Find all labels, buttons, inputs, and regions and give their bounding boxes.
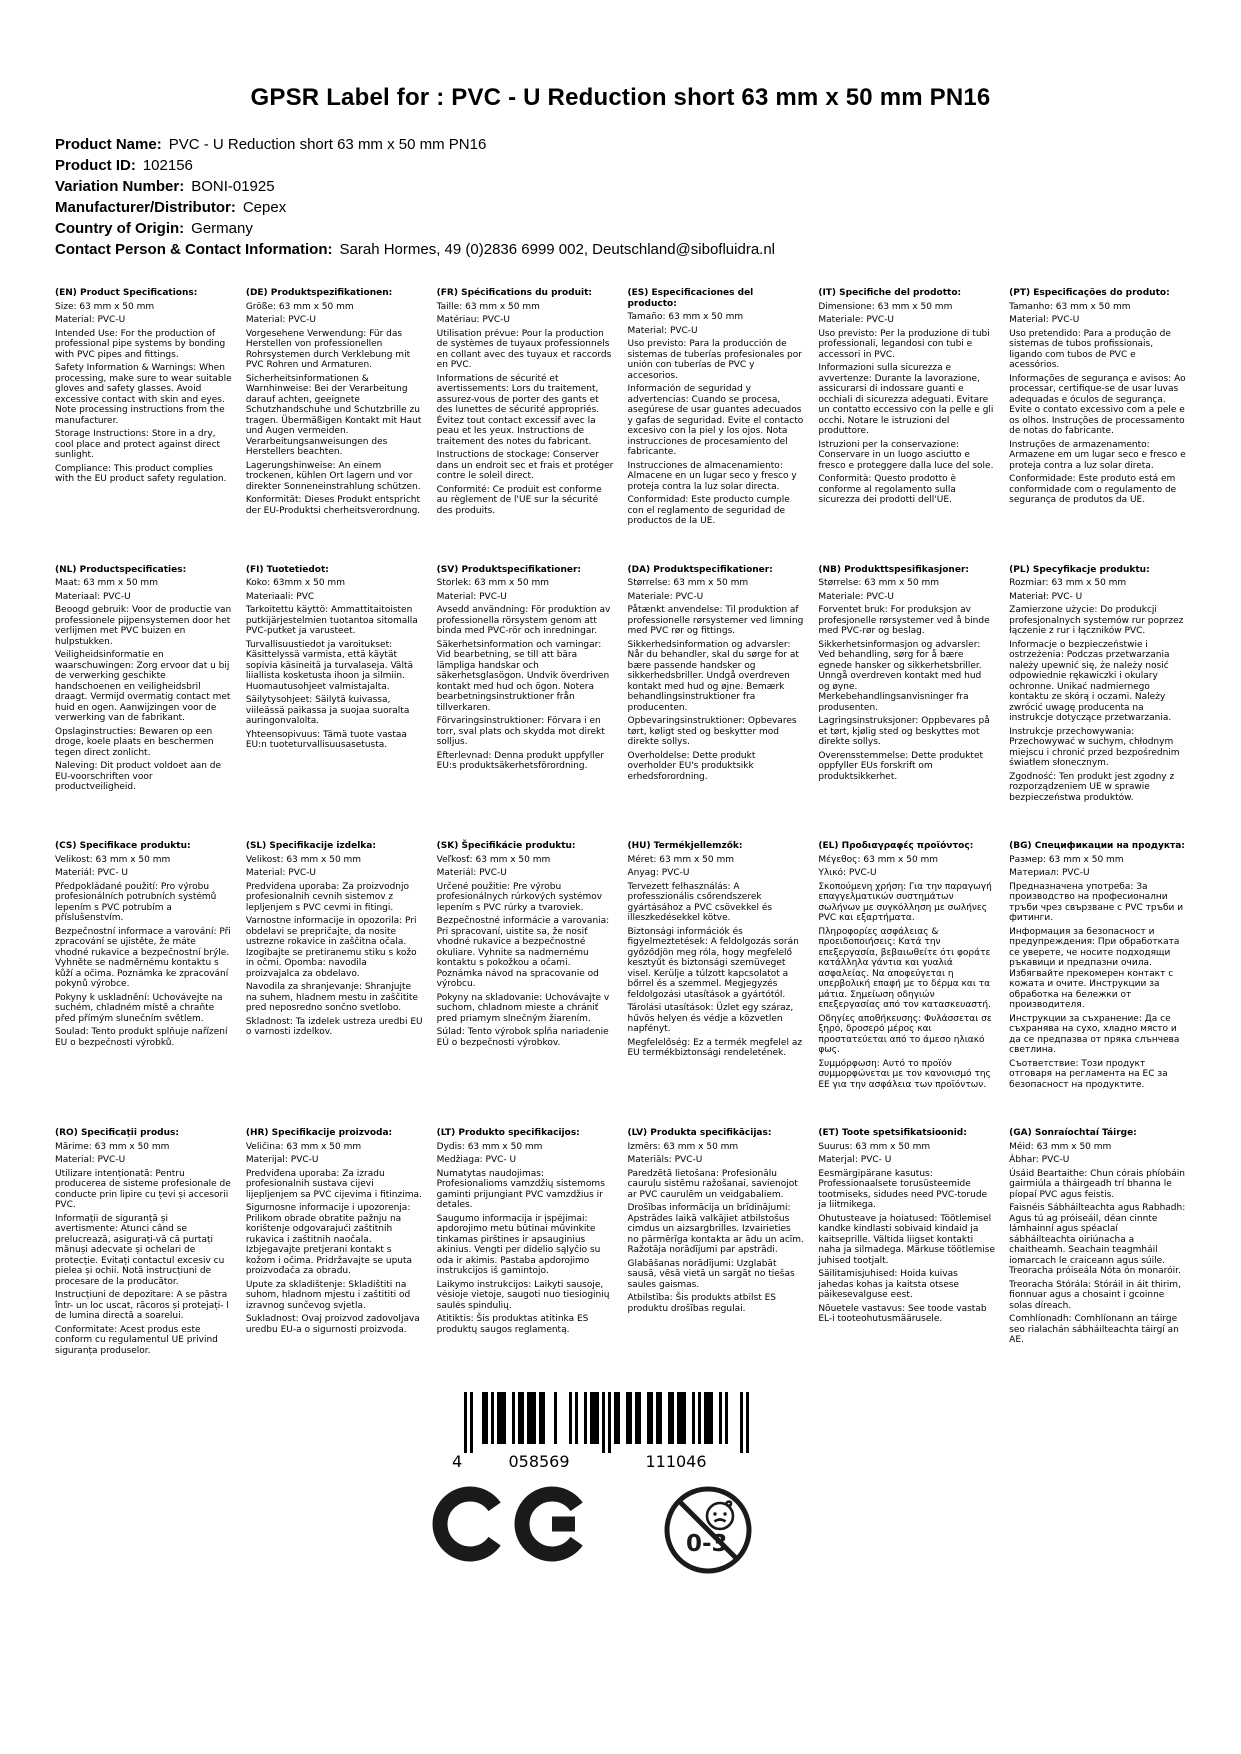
spec-block-title: (DA) Produktspecifikationer: [627, 564, 773, 575]
spec-paragraph: Skladnost: Ta izdelek ustreza uredbi EU o varnosti izdelkov. [245, 1016, 423, 1037]
spec-block-et [818, 1128, 995, 1325]
spec-paragraph: Uso previsto: Per la produzione di tubi professionali, legandosi con tubi e accessori in PVC. [818, 328, 990, 360]
spec-paragraph: Tamaño: 63 mm x 50 mm [627, 312, 744, 322]
spec-block-title: (FI) Tuotetiedot: [245, 564, 329, 575]
spec-paragraph: Biztonsági információk és figyelmeztetések: A feldolgozás során győződjön meg róla, hogy megfelelő kesztyűt és biztonsági szemüveget visel. Kerülje a túlzott kapcsolatot a bőrrel és a szemmel. Megjegyzés feldolgozási utasítások a gyártótól. [627, 926, 799, 1000]
spec-paragraph: Dydis: 63 mm x 50 mm [436, 1141, 543, 1152]
barcode-bar [521, 1392, 524, 1444]
spec-paragraph: Konformität: Dieses Produkt entspricht der EU-Produktsi cherheitsverordnung. [245, 495, 421, 516]
product-field-value: BONI-01925 [191, 178, 275, 195]
spec-block-title: (SK) Špecifikácie produktu: [436, 841, 576, 851]
spec-paragraph: Conformitate: Acest produs este conform cu regulamentul UE privind siguranța produselor. [55, 1324, 218, 1356]
barcode-bar [533, 1392, 536, 1444]
spec-paragraph: Předpokládané použití: Pro výrobu profesionálních potrubních systémů lepením s PVC potrubím a příslušenstvím. [55, 881, 217, 923]
spec-paragraph: Bezpečnostné informácie a varovania: Pri spracovaní, uistite sa, že nosiť vhodné rukavice a bezpečnostné okuliare. Vyhnite sa nadmernému kontaktu s pokožkou a očami. Poznámka návod na spracovanie od výrobcu. [436, 916, 610, 989]
spec-paragraph: Størrelse: 63 mm x 50 mm [818, 578, 940, 588]
spec-paragraph: Instrucțiuni de depozitare: A se păstra într- un loc uscat, răcoros și protejați- l de lumina directă a soarelui. [55, 1290, 229, 1321]
spec-block-el [818, 841, 995, 1090]
spec-paragraph: Tervezett felhasználás: A professzionális csőrendszerek gyártásához a PVC csövekkel és illeszkedésekkel kötve. [627, 881, 773, 923]
spec-paragraph: Tamanho: 63 mm x 50 mm [1009, 301, 1131, 312]
barcode-bar [497, 1392, 500, 1444]
spec-paragraph: Drošības informācija un brīdinājumi: Apstrādes laikā valkājiet atbilstošus cimdus un aizsargbrilles. Izvairieties no pārmērīga kontakta ar ādu un acīm. Ražotāja norādījumi par apstrādi. [627, 1203, 804, 1255]
spec-paragraph: Taille: 63 mm x 50 mm [436, 301, 540, 312]
spec-paragraph: Opslaginstructies: Bewaren op een droge, koele plaats en beschermen tegen direct zonlicht. [55, 726, 214, 758]
spec-paragraph: Materiale: PVC-U [627, 591, 704, 602]
spec-paragraph: Numatytas naudojimas: Profesionalioms vamzdžių sistemoms gaminti prijungiant PVC vamzdžius ir detales. [436, 1168, 605, 1210]
spec-paragraph: Atbilstība: Šis produkts atbilst ES produktu drošības regulai. [627, 1293, 776, 1314]
baby-eye-left [713, 1512, 716, 1515]
spec-paragraph: Yhteensopivuus: Tämä tuote vastaa EU:n tuoteturvallisuusasetusta. [245, 729, 407, 750]
barcode-bar [518, 1392, 521, 1444]
spec-paragraph: Størrelse: 63 mm x 50 mm [627, 578, 749, 588]
spec-paragraph: Megfelelőség: Ez a termék megfelel az EU termékbiztonsági rendeletének. [627, 1037, 803, 1058]
barcode-bar [671, 1392, 674, 1444]
spec-block-title: (ET) Toote spetsifikatsioonid: [818, 1128, 967, 1138]
spec-paragraph: Informações de segurança e avisos: Ao processar, certifique-se de usar luvas adequadas e óculos de segurança. Evite o contato excessivo com a pele e os olhos. Instruções de processamento de notas do fabricante. [1009, 373, 1186, 436]
spec-paragraph: Material: PVC-U [245, 315, 316, 325]
spec-paragraph: Úsáid Beartaithe: Chun córais phíobáin gairmiúla a tháirgeadh trí bhanna le píopaí PVC agus feistis. [1009, 1168, 1185, 1200]
barcode-bar [485, 1392, 488, 1444]
barcode-bar [629, 1392, 632, 1444]
spec-paragraph: Eesmärgipärane kasutus: Professionaalsete torusüsteemide tootmiseks, sidudes need PVC-torude ja liitmikega. [818, 1168, 988, 1210]
spec-paragraph: Säkerhetsinformation och varningar: Vid bearbetning, se till att bära lämpliga handskar och säkerhetsglasögon. Undvik överdriven kontakt med hud och ögon. Notera bearbetningsinstruktioner från tillverkaren. [436, 639, 610, 713]
spec-paragraph: Materiał: PVC- U [1009, 591, 1083, 602]
spec-grid [55, 288, 1186, 1356]
product-field-label: Contact Person & Contact Information: [55, 241, 333, 258]
spec-paragraph: Predvidena uporaba: Za proizvodnjo profesionalnih cevnih sistemov z lepljenjem s PVC cevmi in fitingi. [245, 881, 410, 913]
spec-paragraph: Informations de sécurité et avertissements: Lors du traitement, assurez-vous de porter des gants et des lunettes de sécurité appropriés. Évitez tout contact excessif avec la peau et les yeux. Instructions de traitement des notes du fabricant. [436, 373, 600, 447]
spec-block-sv [437, 565, 614, 772]
spec-paragraph: Instrucciones de almacenamiento: Almacene en un lugar seco y fresco y proteja contra la luz solar directa. [627, 460, 797, 492]
spec-paragraph: Material: PVC-U [55, 315, 126, 325]
spec-block-title: (LT) Produkto specifikacijos: [436, 1128, 580, 1138]
barcode-bar [707, 1392, 710, 1444]
product-field-value: Cepex [242, 199, 287, 216]
spec-block-title: (EN) Product Specifications: [55, 288, 198, 298]
spec-paragraph: Méret: 63 mm x 50 mm [627, 854, 734, 865]
spec-paragraph: Paredzētā lietošana: Profesionālu cauruļu sistēmu ražošanai, savienojot ar PVC caurulēm un veidgabaliem. [627, 1168, 798, 1200]
spec-paragraph: Velikost: 63 mm x 50 mm [245, 854, 362, 865]
spec-block-title: (SL) Specifikacije izdelka: [245, 841, 376, 851]
spec-block-nl [55, 565, 232, 793]
spec-block-sk [437, 841, 614, 1048]
barcode-bar [650, 1392, 653, 1444]
product-field-value: 102156 [142, 157, 193, 174]
spec-paragraph: Faisnéis Sábháilteachta agus Rabhadh: Agus tú ag próiseáil, déan cinnte lámhainní agus spéaclaí sábháilteachta oiriúnacha a chaitheamh. Seachain teagmháil iomarcach le craiceann agus súile. Treoracha próiseála Nóta ón monaróir. [1009, 1203, 1186, 1276]
spec-block-lt [437, 1128, 614, 1335]
spec-block-fi [246, 565, 423, 751]
product-info [55, 134, 1186, 260]
baby-eye-right [723, 1512, 726, 1515]
spec-paragraph: Materiāls: PVC-U [627, 1155, 703, 1165]
spec-paragraph: Material: PVC-U [436, 591, 507, 602]
spec-paragraph: Maat: 63 mm x 50 mm [55, 578, 158, 588]
spec-paragraph: Información de seguridad y advertencias: Cuando se procesa, asegúrese de usar guantes adecuados y gafas de seguridad. Evite el contacto excesivo con la piel y los ojos. Nota instrucciones de procesamiento del fabricante. [627, 384, 804, 457]
spec-block-ga [1009, 1128, 1186, 1346]
barcode-digits-left: 058569 [507, 1452, 570, 1470]
barcode-bar [725, 1392, 728, 1444]
product-field-value: Sarah Hormes, 49 (0)2836 6999 002, Deutschland@sibofluidra.nl [339, 241, 775, 258]
barcode-bar [746, 1392, 749, 1453]
spec-paragraph: Laikymo instrukcijos: Laikyti sausoje, vėsioje vietoje, saugoti nuo tiesioginių saulės spindulių. [436, 1279, 610, 1311]
spec-block-fr [437, 288, 614, 516]
spec-paragraph: Utilisation prévue: Pour la production de systèmes de tuyaux professionnels en collant avec des tuyaux et raccords en PVC. [436, 328, 612, 370]
spec-paragraph: Tarkoitettu käyttö: Ammattitaitoisten putkijärjestelmien tuotantoa sitomalla PVC-putket ja varusteet. [245, 605, 418, 636]
barcode-bar [677, 1392, 680, 1444]
spec-paragraph: Размер: 63 mm x 50 mm [1009, 854, 1124, 865]
ce-letter-c [440, 1494, 495, 1554]
spec-paragraph: Materiaal: PVC-U [55, 591, 131, 602]
product-field-row [55, 218, 1186, 239]
barcode-bar [512, 1392, 515, 1444]
spec-paragraph: Pokyny k uskladnění: Uchovávejte na suchém, chladném místě a chraňte před přímým slunečním světlem. [55, 992, 223, 1024]
spec-paragraph: Σκοπούμενη χρήση: Για την παραγωγή επαγγελματικών συστημάτων σωλήνων με συγκόλληση με σωλήνες PVC και εξαρτήματα. [818, 881, 992, 923]
barcode-bar [464, 1392, 467, 1453]
spec-paragraph: Materiale: PVC-U [818, 591, 895, 602]
spec-paragraph: Συμμόρφωση: Αυτό το προϊόν συμμορφώνεται με τον κανονισμό της ΕΕ για την ασφάλεια των προϊόντων. [818, 1058, 991, 1090]
spec-paragraph: Opbevaringsinstruktioner: Opbevares tørt, køligt sted og beskytter mod direkte sollys. [627, 716, 797, 747]
spec-paragraph: Sicherheitsinformationen & Warnhinweise: Bei der Verarbeitung darauf achten, geeignete Schutzhandschuhe und Schutzbrille zu tragen. Übermäßigen Kontakt mit Haut und Augen vermeiden. Verarbeitungsanweisungen des Herstellers beachten. [245, 373, 422, 457]
spec-paragraph: Materiale: PVC-U [818, 315, 895, 325]
spec-block-hr [246, 1128, 423, 1335]
spec-block-title: (NL) Productspecificaties: [55, 564, 187, 575]
spec-block-title: (HU) Termékjellemzők: [627, 841, 743, 851]
barcode-bar [668, 1392, 671, 1444]
spec-paragraph: Storlek: 63 mm x 50 mm [436, 578, 549, 588]
barcode-bar [590, 1392, 593, 1444]
barcode-bar [602, 1392, 605, 1453]
spec-paragraph: Size: 63 mm x 50 mm [55, 301, 155, 312]
barcode-bar [596, 1392, 599, 1444]
spec-block-title: (HR) Specifikacije proizvoda: [245, 1128, 393, 1138]
barcode-bar [608, 1392, 611, 1453]
product-field-label: Country of Origin: [55, 220, 185, 237]
spec-paragraph: Atitiktis: Šis produktas atitinka ES produktų saugos reglamentą. [436, 1314, 589, 1335]
spec-paragraph: Sikkerhedsinformation og advarsler: Når du behandler, skal du sørge for at bære passende handsker og sikkerhedsbriller. Undgå overdreven kontakt med hud og øjne. Bemærk behandlingsinstruktioner fra producenten. [627, 639, 799, 713]
spec-paragraph: Инструкции за съхранение: Да се съхранява на сухо, хладно място и да се предпазва от пряка слънчева светлина. [1009, 1013, 1180, 1055]
spec-paragraph: Zamierzone użycie: Do produkcji profesjonalnych systemów rur poprzez łączenie z rur i łączników PVC. [1009, 605, 1184, 636]
spec-block-title: (RO) Specificații produs: [55, 1128, 179, 1138]
ce-mark-icon [432, 1484, 592, 1564]
barcode-bar [626, 1392, 629, 1444]
product-field-value: PVC - U Reduction short 63 mm x 50 mm PN16 [168, 136, 487, 153]
barcode-bar [470, 1392, 473, 1453]
spec-paragraph: Material: PVC-U [245, 868, 316, 878]
barcode-bar [482, 1392, 485, 1444]
spec-paragraph: Conformidade: Este produto está em conformidade com o regulamento de segurança de produtos da UE. [1009, 474, 1177, 505]
barcode-digit-first: 4 [451, 1452, 462, 1470]
spec-paragraph: Uso pretendido: Para a produção de sistemas de tubos profissionais, ligando com tubos de PVC e acessórios. [1009, 328, 1171, 370]
spec-paragraph: Méid: 63 mm x 50 mm [1009, 1141, 1112, 1152]
spec-paragraph: Conformité: Ce produit est conforme au règlement de l'UE sur la sécurité des produits. [436, 484, 602, 516]
spec-paragraph: Förvaringsinstruktioner: Förvara i en torr, sval plats och skydda mot direkt solljus. [436, 716, 605, 747]
spec-block-title: (NB) Produkttspesifikasjoner: [818, 564, 969, 575]
spec-paragraph: Storage Instructions: Store in a dry, cool place and protect against direct sunlight. [55, 429, 221, 460]
product-field-label: Manufacturer/Distributor: [55, 199, 236, 216]
spec-paragraph: Material: PVC-U [1009, 315, 1080, 325]
barcode-bar [617, 1392, 620, 1444]
spec-paragraph: Sigurnosne informacije i upozorenja: Prilikom obrade obratite pažnju na korištenje odgovarajući zaštitnih rukavica i zaštitnih naočala. Izbjegavajte pretjerani kontakt s kožom i očima. Pridržavajte se uputa proizvođača za obradu. [245, 1203, 413, 1276]
spec-paragraph: Material: PVC-U [627, 325, 698, 336]
barcode-bar [584, 1392, 587, 1444]
spec-paragraph: Μέγεθος: 63 mm x 50 mm [818, 854, 939, 865]
barcode-bar [593, 1392, 596, 1444]
spec-paragraph: Materjal: PVC- U [818, 1155, 892, 1165]
spec-block-pt [1009, 288, 1186, 506]
spec-block-hu [627, 841, 804, 1059]
spec-block-title: (PL) Specyfikacje produktu: [1009, 564, 1150, 575]
product-field-row [55, 134, 1186, 155]
spec-paragraph: Veličina: 63 mm x 50 mm [245, 1141, 362, 1152]
spec-paragraph: Suurus: 63 mm x 50 mm [818, 1141, 931, 1152]
spec-paragraph: Påtænkt anvendelse: Til produktion af professionelle rørsystemer ved limning med PVC rør og fittings. [627, 605, 804, 636]
spec-paragraph: Avsedd användning: För produktion av professionella rörsystem genom att binda med PVC-rör och inredningar. [436, 605, 611, 636]
spec-paragraph: Materiál: PVC- U [55, 868, 129, 878]
spec-paragraph: Varnostne informacije in opozorila: Pri obdelavi se prepričajte, da nosite ustrezne rokavice in zaščitna očala. Izogibajte se pretiranemu stiku s kožo in očmi. Opomba: navodila proizvajalca za obdelavo. [245, 916, 417, 979]
spec-block-en [55, 288, 232, 485]
spec-paragraph: Zgodność: Ten produkt jest zgodny z rozporządzeniem UE w sprawie bezpieczeństwa produktów. [1009, 771, 1175, 803]
spec-block-title: (IT) Specifiche del prodotto: [818, 288, 962, 298]
barcode-bar [638, 1392, 641, 1444]
spec-paragraph: Beoogd gebruik: Voor de productie van professionele pijpensystemen door het verlijmen met PVC buizen en hulpstukken. [55, 605, 232, 647]
barcode-bar [500, 1392, 503, 1444]
barcode-bar [740, 1392, 743, 1453]
spec-paragraph: Mărime: 63 mm x 50 mm [55, 1141, 170, 1152]
barcode-svg [444, 1392, 754, 1470]
spec-paragraph: Soulad: Tento produkt splňuje nařízení EU o bezpečnosti výrobků. [55, 1027, 228, 1048]
spec-paragraph: Izmērs: 63 mm x 50 mm [627, 1141, 739, 1152]
spec-paragraph: Nõuetele vastavus: See toode vastab EL-i tooteohutusmäärusele. [818, 1303, 987, 1324]
barcode-bar [530, 1392, 533, 1444]
spec-paragraph: Pokyny na skladovanie: Uchovávajte v suchom, chladnom mieste a chrániť pred priamym slnečným žiarením. [436, 992, 610, 1024]
product-field-row [55, 239, 1186, 260]
spec-paragraph: Informacje o bezpieczeństwie i ostrzeżenia: Podczas przetwarzania należy upewnić się, że należy nosić odpowiednie rękawiczki i okulary ochronne. Unikać nadmiernego kontaktu ze skórą i oczami. Należy zwrócić uwagę producenta na instrukcje dotyczące przetwarzania. [1009, 639, 1172, 723]
spec-paragraph: Съответствие: Този продукт отговаря на регламента на ЕС за безопасност на продуктите. [1009, 1058, 1168, 1090]
bottom-section [55, 1392, 1186, 1576]
product-field-label: Product ID: [55, 157, 136, 174]
spec-paragraph: Glabāšanas norādījumi: Uzglabāt sausā, vēsā vietā un sargāt no tiešas saules gaismas. [627, 1258, 795, 1290]
barcode-bar [704, 1392, 707, 1444]
barcode-bar [710, 1392, 713, 1444]
spec-paragraph: Instrukcje przechowywania: Przechowywać w suchym, chłodnym miejscu i chronić przed bezpośrednim światłem słonecznym. [1009, 726, 1180, 768]
spec-paragraph: Πληροφορίες ασφάλειας & προειδοποιήσεις: Κατά την επεξεργασία, βεβαιωθείτε ότι φοράτε κατάλληλα γάντια και γυαλιά ασφαλείας. Να αποφεύγεται η υπερβολική επαφή με το δέρμα και τα μάτια. Σημείωση οδηγιών επεξεργασίας από τον κατασκευαστή. [818, 926, 991, 1010]
spec-block-nb [818, 565, 995, 783]
barcode-bar [554, 1392, 557, 1444]
spec-block-sl [246, 841, 423, 1038]
age-warning-text: 0-3 [685, 1531, 728, 1557]
spec-block-title: (ES) Especificaciones del producto: [627, 288, 754, 309]
spec-paragraph: Forventet bruk: For produksjon av profesjonelle rørsystemer ved å binde med PVC-rør og beslag. [818, 605, 990, 636]
barcode-bar [635, 1392, 638, 1444]
spec-paragraph: Säilytysohjeet: Säilytä kuivassa, viileässä paikassa ja suojaa suoralta auringonvalolta. [245, 695, 410, 726]
spec-paragraph: Lagringsinstruksjoner: Oppbevares på et tørt, kjølig sted og beskyttes mot direkte sollys. [818, 716, 990, 747]
barcode-bar [698, 1392, 701, 1444]
spec-paragraph: Veľkosť: 63 mm x 50 mm [436, 854, 551, 865]
spec-paragraph: Overholdelse: Dette produkt overholder EU's produktsikk erhedsforordning. [627, 750, 756, 782]
spec-paragraph: Rozmiar: 63 mm x 50 mm [1009, 578, 1127, 588]
barcode-bar [692, 1392, 695, 1444]
spec-paragraph: Conformità: Questo prodotto è conforme al regolamento sulla sicurezza dei prodotti dell'UE. [818, 474, 957, 505]
page-title: GPSR Label for : PVC - U Reduction short 63 mm x 50 mm PN16 [250, 84, 991, 111]
product-field-row [55, 155, 1186, 176]
spec-block-title: (FR) Spécifications du produit: [436, 288, 592, 298]
product-field-row [55, 176, 1186, 197]
spec-block-title: (SV) Produktspecifikationer: [436, 564, 581, 575]
spec-paragraph: Οδηγίες αποθήκευσης: Φυλάσσεται σε ξηρό, δροσερό μέρος και προστατεύεται από το άμεσο ηλιακό φως. [818, 1013, 992, 1055]
barcode-bar [491, 1392, 494, 1444]
spec-block-title: (GA) Sonraíochtaí Táirge: [1009, 1128, 1137, 1138]
barcode-bar [683, 1392, 686, 1444]
spec-paragraph: Informazioni sulla sicurezza e avvertenze: Durante la lavorazione, assicurarsi di indossare guanti e occhiali di sicurezza adeguati. Evitare un contatto eccessivo con la pelle e gli occhi. Notare le istruzioni del produttore. [818, 363, 994, 436]
barcode-bar [659, 1392, 662, 1444]
spec-block-title: (BG) Спецификации на продукта: [1009, 841, 1185, 851]
spec-paragraph: Veiligheidsinformatie en waarschuwingen: Zorg ervoor dat u bij de verwerking geschikte handschoenen en veiligheidsbril draagt. Vermijd overmatig contact met huid en ogen. Aanwijzingen voor de verwerking van de fabrikant. [55, 650, 231, 723]
spec-paragraph: Compliance: This product complies with the EU product safety regulation. [55, 463, 227, 484]
spec-paragraph: Intended Use: For the production of professional pipe systems by bonding with PVC pipes and fittings. [55, 328, 226, 360]
spec-block-cs [55, 841, 232, 1048]
barcode-bar [539, 1392, 542, 1444]
spec-paragraph: Materiaali: PVC [245, 591, 315, 602]
barcode-bar [575, 1392, 578, 1444]
spec-paragraph: Upute za skladištenje: Skladištiti na suhom, hladnom mjestu i zaštititi od izravnog sunčevog svjetla. [245, 1279, 411, 1311]
spec-block-pl [1009, 565, 1186, 804]
spec-paragraph: Vorgesehene Verwendung: Für das Herstellen von professionellen Rohrsystemen durch Verklebung mit PVC Rohren und Armaturen. [245, 328, 411, 370]
spec-paragraph: Treoracha Stórála: Stóráil in áit thirim, fionnuar agus a chosaint i gcoinne solas díreach. [1009, 1279, 1181, 1311]
spec-block-de [246, 288, 423, 516]
barcode-bars [464, 1392, 749, 1453]
spec-paragraph: Sukladnost: Ovaj proizvod zadovoljava uredbu EU-a o sigurnosti proizvoda. [245, 1314, 420, 1335]
barcode-bar [647, 1392, 650, 1444]
baby-face-icon [707, 1502, 733, 1529]
spec-paragraph: Matériau: PVC-U [436, 315, 511, 325]
product-field-label: Variation Number: [55, 178, 185, 195]
age-warning-icon [662, 1484, 754, 1576]
spec-paragraph: Ohutusteave ja hoiatused: Töötlemisel kandke kindlasti sobivaid kindaid ja kaitseprille. Vältida liigset kontakti naha ja silmadega. Märkuse töötlemise juhised tootjalt. [818, 1213, 995, 1266]
barcode-bar [503, 1392, 506, 1444]
spec-paragraph: Medžiaga: PVC- U [436, 1155, 517, 1165]
spec-paragraph: Informații de siguranță și avertismente: Atunci când se prelucrează, asigurați-vă că purtați mănuși adecvate și ochelari de protecție. Evitați contactul excesiv cu pielea și ochii. Notă instrucțiuni de procesare de la producător. [55, 1213, 225, 1287]
spec-paragraph: Anyag: PVC-U [627, 868, 690, 878]
spec-paragraph: Predviđena uporaba: Za izradu profesionalnih sustava cijevi lijepljenjem sa PVC cijevima i fitinzima. [245, 1168, 422, 1200]
spec-paragraph: Velikost: 63 mm x 50 mm [55, 854, 171, 865]
product-field-label: Product Name: [55, 136, 162, 153]
spec-paragraph: Lagerungshinweise: An einem trockenen, kühlen Ort lagern und vor direkter Sonneneinstrahlung schützen. [245, 460, 421, 492]
spec-paragraph: Информация за безопасност и предупреждения: При обработката се уверете, че носите подходящи ръкавици и предпазни очила. Избягвайте прекомерен контакт с кожата и очите. Инструкции за обработка на бележки от производителя. [1009, 926, 1180, 1010]
spec-paragraph: Určené použitie: Pre výrobu profesionálnych rúrkových systémov lepením s PVC rúrky a tvaroviek. [436, 881, 603, 913]
spec-block-title: (EL) Προδιαγραφές προϊόντος: [818, 841, 974, 851]
spec-paragraph: Saugumo informacija ir įspėjimai: apdorojimo metu būtinai mūvinkite tinkamas pirštines ir apsauginius akinius. Vengti per didelio sąlyčio su oda ir akimis. Pastaba apdorojimo instrukcijos iš gamintojo. [436, 1213, 601, 1276]
barcode-digits-right: 111046 [644, 1452, 707, 1470]
spec-paragraph: Navodila za shranjevanje: Shranjujte na suhem, hladnem mestu in zaščitite pred neposredno sončno svetlobo. [245, 982, 418, 1013]
spec-paragraph: Koko: 63mm x 50 mm [245, 578, 345, 588]
product-field-value: Germany [191, 220, 253, 237]
spec-paragraph: Material: PVC-U [55, 1155, 126, 1165]
spec-paragraph: Utilizare intenționată: Pentru producerea de sisteme profesionale de conducte prin lipire cu țevi și accesorii PVC. [55, 1168, 231, 1210]
spec-block-title: (CS) Specifikace produktu: [55, 841, 191, 851]
spec-block-ro [55, 1128, 232, 1356]
spec-paragraph: Предназначена употреба: За производство на професионални тръби чрез свързване с PVC тръби и фитинги. [1009, 881, 1184, 923]
spec-paragraph: Säilitamisjuhised: Hoida kuivas jahedas kohas ja kaitsta otsese päikesevalguse eest. [818, 1269, 960, 1300]
barcode-bar [569, 1392, 572, 1444]
spec-paragraph: Turvallisuustiedot ja varoitukset: Käsittelyssä varmista, että käytät sopivia käsineitä ja turvalaseja. Vältä liiallista kosketusta ihoon ja silmiin. Huomautusohjeet valmistajalta. [245, 639, 413, 692]
spec-paragraph: Dimensione: 63 mm x 50 mm [818, 301, 953, 312]
spec-paragraph: Súlad: Tento výrobok spĺňa nariadenie EÚ o bezpečnosti výrobkov. [436, 1027, 609, 1048]
spec-block-title: (LV) Produkta specifikācijas: [627, 1128, 772, 1138]
spec-paragraph: Materijal: PVC-U [245, 1155, 319, 1165]
spec-paragraph: Instruções de armazenamento: Armazene em um lugar seco e fresco e proteja contra a luz solar direta. [1009, 439, 1186, 471]
spec-paragraph: Υλικό: PVC-U [818, 868, 877, 878]
compliance-marks [432, 1484, 754, 1576]
spec-paragraph: Overensstemmelse: Dette produktet oppfyller EUs forskrift om produktsikkerhet. [818, 750, 984, 782]
spec-block-title: (PT) Especificações do produto: [1009, 288, 1170, 298]
spec-paragraph: Naleving: Dit product voldoet aan de EU-voorschriften voor productveiligheid. [55, 761, 222, 792]
spec-block-da [627, 565, 804, 783]
spec-paragraph: Ábhar: PVC-U [1009, 1155, 1070, 1165]
spec-paragraph: Tárolási utasítások: Üzlet egy száraz, hűvös helyen és védje a közvetlen napfényt. [627, 1003, 794, 1034]
spec-paragraph: Материал: PVC-U [1009, 868, 1090, 878]
spec-block-it [818, 288, 995, 506]
spec-paragraph: Instructions de stockage: Conserver dans un endroit sec et frais et protéger contre le soleil direct. [436, 450, 614, 481]
spec-block-es [627, 288, 804, 527]
product-field-row [55, 197, 1186, 218]
spec-paragraph: Efterlevnad: Denna produkt uppfyller EU:s produktsäkerhetsförordning. [436, 750, 605, 771]
spec-paragraph: Safety Information & Warnings: When processing, make sure to wear suitable gloves and safety glasses. Avoid excessive contact with skin and eyes. Note processing instructions from the manufacturer. [55, 363, 232, 426]
barcode-bar [542, 1392, 545, 1444]
barcode-bar [719, 1392, 722, 1444]
spec-paragraph: Istruzioni per la conservazione: Conservare in un luogo asciutto e fresco e proteggere dalla luce del sole. [818, 439, 994, 471]
spec-paragraph: Sikkerhetsinformasjon og advarsler: Ved behandling, sørg for å bære egnede hansker og sikkerhetsbriller. Unngå overdreven kontakt med hud og øyne. Merkebehandlingsanvisninger fra produsenten. [818, 639, 982, 713]
spec-paragraph: Größe: 63 mm x 50 mm [245, 301, 354, 312]
spec-paragraph: Conformidad: Este producto cumple con el reglamento de seguridad de productos de la UE. [627, 495, 790, 526]
barcode-bar [656, 1392, 659, 1444]
spec-block-bg [1009, 841, 1186, 1090]
barcode-bar [527, 1392, 530, 1444]
spec-paragraph: Comhlíonadh: Comhlíonann an táirge seo rialachán sábháilteachta táirgí an AE. [1009, 1314, 1179, 1345]
spec-paragraph: Uso previsto: Para la producción de sistemas de tuberías profesionales por unión con tuberías de PVC y accesorios. [627, 339, 802, 381]
barcode-bar [614, 1392, 617, 1444]
spec-paragraph: Bezpečnostní informace a varování: Při zpracování se ujistěte, že máte vhodné rukavice a bezpečnostní brýle. Vyhněte se nadměrnému kontaktu s kůží a očima. Poznámka ke zpracování pokynů výrobce. [55, 926, 231, 989]
spec-block-lv [627, 1128, 804, 1314]
barcode [444, 1392, 754, 1474]
barcode-bar [680, 1392, 683, 1444]
spec-paragraph: Materiál: PVC-U [436, 868, 507, 878]
spec-block-title: (DE) Produktspezifikationen: [245, 288, 393, 298]
